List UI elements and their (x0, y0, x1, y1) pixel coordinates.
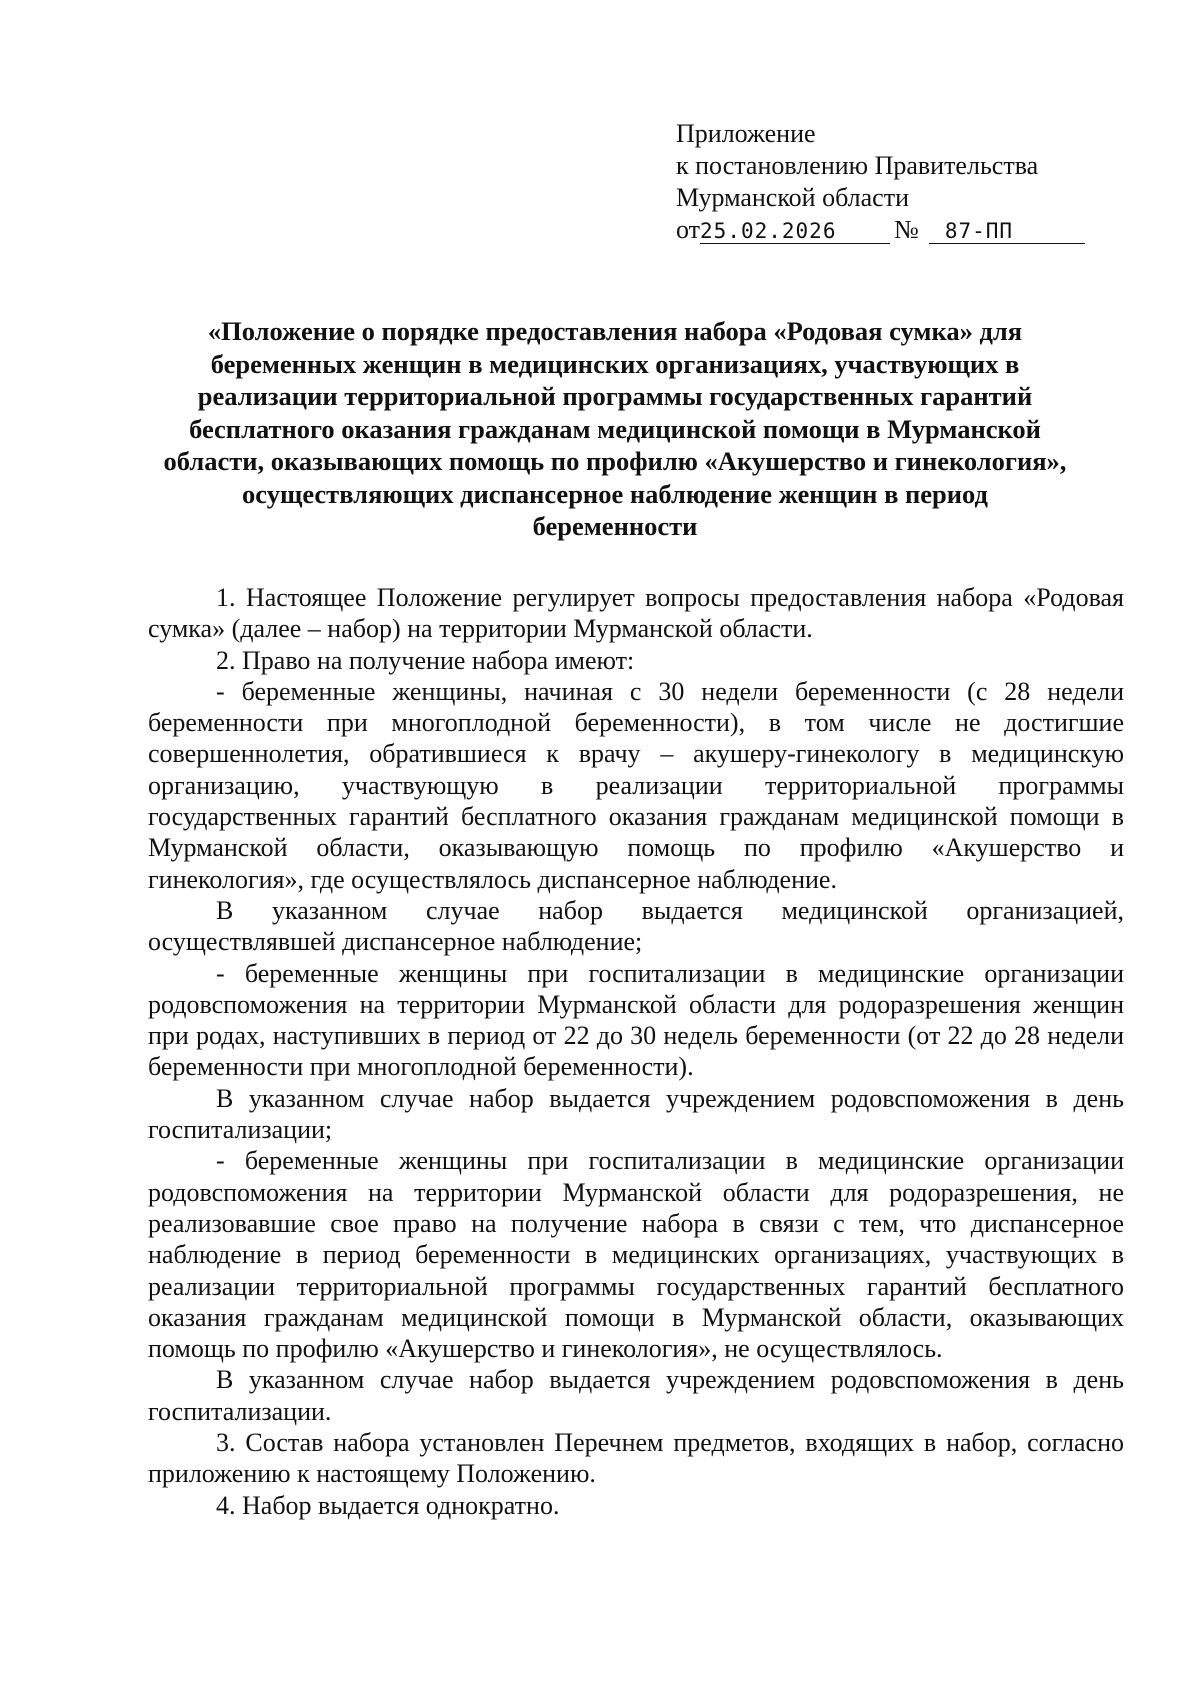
eligibility-item-3-note: В указанном случае набор выдается учреждением родовспоможения в день госпитализации. (148, 1365, 1124, 1426)
title-line: осуществляющих диспансерное наблюдение женщин в период (242, 478, 988, 509)
title-line: беременности (532, 511, 698, 541)
eligibility-item-1-note: В указанном случае набор выдается медицинской организацией, осуществлявшей диспансерное наблюдение; (148, 895, 1124, 957)
appendix-date-number-line (676, 214, 1096, 246)
resolution-number: 87-ПП (929, 219, 1085, 244)
appendix-resolution-label: к постановлению Правительства (676, 151, 1039, 180)
document-body (148, 582, 1124, 1521)
appendix-region-label: Мурманской области (676, 183, 909, 212)
eligibility-item-2: - беременные женщины при госпитализации в медицинские организации родовспоможения на территории Мурманской области для родоразрешения женщин при родах, наступивших в период от 22 до 30 недель беременности (от 22 до 28 недели беременности при многоплодной беременности). (148, 958, 1124, 1082)
date-prefix: от (676, 215, 701, 244)
paragraph-1-scope: 1. Настоящее Положение регулирует вопросы предоставления набора «Родовая сумка» (далее – набор) на территории Мурманской области. (148, 583, 1124, 644)
resolution-date: 25.02.2026 (700, 219, 890, 244)
paragraph-4-frequency: 4. Набор выдается однократно. (216, 1490, 560, 1520)
appendix-label: Приложение (676, 119, 816, 148)
paragraph-2-eligibility: 2. Право на получение набора имеют: (216, 645, 635, 675)
eligibility-item-1: - беременные женщины, начиная с 30 недели беременности (с 28 недели беременности при многоплодной беременности), в том числе не достигшие совершеннолетия, обратившиеся к врачу – акушеру-гинекологу в медицинскую организацию, участвующую в реализации территориальной программы государственных гарантий бесплатного оказания гражданам медицинской помощи в Мурманской области, оказывающую помощь по профилю «Акушерство и гинекология», где осуществлялось диспансерное наблюдение. (148, 676, 1124, 894)
title-line: реализации территориальной программы государственных гарантий (197, 381, 1033, 411)
appendix-header (676, 118, 1096, 246)
document-title (150, 315, 1080, 543)
number-label: № (894, 215, 919, 244)
title-line: области, оказывающих помощь по профилю «Акушерство и гинекология», (163, 446, 1067, 476)
title-line: «Положение о порядке предоставления набора «Родовая сумка» для (207, 316, 1023, 346)
title-line: беременных женщин в медицинских организациях, участвующих в (210, 348, 1020, 379)
eligibility-item-2-note: В указанном случае набор выдается учреждением родовспоможения в день госпитализации; (148, 1083, 1124, 1145)
paragraph-3-composition: 3. Состав набора установлен Перечнем предметов, входящих в набор, согласно приложению к настоящему Положению. (148, 1428, 1124, 1489)
eligibility-item-3: - беременные женщины при госпитализации в медицинские организации родовспоможения на территории Мурманской области для родоразрешения, не реализовавшие свое право на получение набора в связи с тем, что диспансерное наблюдение в период беременности в медицинских организациях, участвующих в реализации территориальной программы государственных гарантий бесплатного оказания гражданам медицинской помощи в Мурманской области, оказывающих помощь по профилю «Акушерство и гинекология», не осуществлялось. (148, 1146, 1124, 1364)
title-line: бесплатного оказания гражданам медицинской помощи в Мурманской (189, 413, 1041, 444)
